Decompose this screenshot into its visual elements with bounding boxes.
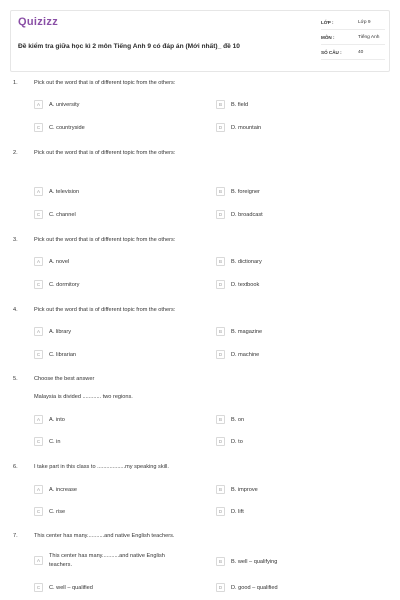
- question-number: 4.: [13, 307, 18, 313]
- question-text: This center has many...........and native English teachers.: [34, 533, 175, 539]
- meta-value: 40: [358, 49, 364, 55]
- option-letter-badge: D: [216, 280, 225, 289]
- option-text: B. on: [231, 416, 245, 423]
- option-a[interactable]: [34, 552, 169, 569]
- question-subtext: Malaysia is divided ............ two regions.: [34, 394, 133, 400]
- question-number: 7.: [13, 533, 18, 539]
- option-text: D. good – qualified: [231, 584, 278, 591]
- option-letter-badge: B: [216, 100, 225, 109]
- option-letter-badge: B: [216, 327, 225, 336]
- option-letter-badge: D: [216, 507, 225, 516]
- option-b[interactable]: [216, 257, 262, 266]
- worksheet-title: Đề kiểm tra giữa học kì 2 môn Tiếng Anh 9 có đáp án (Mới nhất)_ đề 10: [18, 43, 240, 50]
- option-letter-badge: A: [34, 187, 43, 196]
- option-text: D. lift: [231, 508, 244, 515]
- meta-value: Tiếng Anh: [358, 34, 380, 40]
- option-text: A. university: [49, 101, 80, 108]
- option-letter-badge: C: [34, 210, 43, 219]
- option-a[interactable]: [34, 415, 65, 424]
- option-text: A. library: [49, 328, 72, 335]
- option-text: B. dictionary: [231, 258, 262, 265]
- option-c[interactable]: [34, 123, 85, 132]
- option-b[interactable]: [216, 415, 244, 424]
- question-number: 3.: [13, 237, 18, 243]
- option-text: D. mountain: [231, 124, 262, 131]
- option-text: C. rise: [49, 508, 66, 515]
- option-text: B. field: [231, 101, 249, 108]
- option-letter-badge: C: [34, 280, 43, 289]
- option-c[interactable]: [34, 280, 79, 289]
- option-c[interactable]: [34, 437, 61, 446]
- option-d[interactable]: [216, 210, 263, 219]
- option-a[interactable]: [34, 100, 79, 109]
- option-letter-badge: B: [216, 485, 225, 494]
- option-text: D. textbook: [231, 281, 260, 288]
- option-letter-badge: A: [34, 327, 43, 336]
- option-letter-badge: A: [34, 485, 43, 494]
- option-letter-badge: D: [216, 350, 225, 359]
- option-c[interactable]: [34, 507, 65, 516]
- option-b[interactable]: [216, 100, 248, 109]
- option-text: C. channel: [49, 211, 76, 218]
- option-text: A. television: [49, 188, 80, 195]
- meta-value: Lớp 9: [358, 19, 371, 25]
- question-text: Pick out the word that is of different topic from the others:: [34, 150, 176, 156]
- option-text: A. into: [49, 416, 65, 423]
- option-text: B. improve: [231, 486, 258, 493]
- option-text: B. foreigner: [231, 188, 260, 195]
- option-letter-badge: D: [216, 437, 225, 446]
- question-number: 5.: [13, 376, 18, 382]
- option-text: C. in: [49, 438, 61, 445]
- option-b[interactable]: [216, 485, 258, 494]
- question-text: Pick out the word that is of different topic from the others:: [34, 80, 176, 86]
- option-b[interactable]: [216, 327, 262, 336]
- question-text: Pick out the word that is of different topic from the others:: [34, 237, 176, 243]
- option-letter-badge: D: [216, 583, 225, 592]
- question-number: 2.: [13, 150, 18, 156]
- option-text: C. countryside: [49, 124, 85, 131]
- option-d[interactable]: [216, 280, 259, 289]
- option-text: A. increase: [49, 486, 77, 493]
- meta-label: SỐ CÂU :: [321, 49, 342, 55]
- option-c[interactable]: [34, 350, 76, 359]
- option-text: This center has many...........and native English teachers.: [49, 553, 165, 568]
- option-letter-badge: C: [34, 350, 43, 359]
- option-text: C. librarian: [49, 351, 77, 358]
- option-letter-badge: D: [216, 210, 225, 219]
- question-number: 6.: [13, 464, 18, 470]
- option-d[interactable]: [216, 437, 243, 446]
- option-text: B. magazine: [231, 328, 263, 335]
- question-text: Pick out the word that is of different topic from the others:: [34, 307, 176, 313]
- option-letter-badge: B: [216, 187, 225, 196]
- meta-subject-row: [321, 30, 385, 45]
- option-d[interactable]: [216, 123, 261, 132]
- meta-grade-row: [321, 15, 385, 30]
- option-letter-badge: B: [216, 415, 225, 424]
- option-letter-badge: C: [34, 437, 43, 446]
- option-letter-badge: C: [34, 123, 43, 132]
- option-letter-badge: D: [216, 123, 225, 132]
- worksheet-meta: [321, 15, 385, 60]
- option-text: D. to: [231, 438, 243, 445]
- option-text: D. broadcast: [231, 211, 263, 218]
- question-text: Choose the best answer: [34, 376, 95, 382]
- option-b[interactable]: [216, 557, 277, 566]
- option-a[interactable]: [34, 327, 71, 336]
- question-text: I take part in this class to ..................my speaking skill.: [34, 464, 169, 470]
- option-letter-badge: B: [216, 557, 225, 566]
- option-letter-badge: C: [34, 507, 43, 516]
- option-text: A. novel: [49, 258, 70, 265]
- option-text: C. well – qualified: [49, 584, 93, 591]
- option-d[interactable]: [216, 350, 259, 359]
- worksheet-header: [10, 10, 390, 72]
- option-c[interactable]: [34, 210, 76, 219]
- option-a[interactable]: [34, 257, 69, 266]
- option-letter-badge: C: [34, 583, 43, 592]
- option-c[interactable]: [34, 583, 93, 592]
- option-text: B. well – qualifying: [231, 558, 278, 565]
- quizizz-logo: Quizizz: [18, 16, 58, 28]
- option-d[interactable]: [216, 507, 244, 516]
- option-text: D. machine: [231, 351, 260, 358]
- option-letter-badge: A: [34, 556, 43, 565]
- meta-label: LỚP :: [321, 19, 334, 25]
- option-letter-badge: B: [216, 257, 225, 266]
- option-a[interactable]: [34, 485, 77, 494]
- option-letter-badge: A: [34, 257, 43, 266]
- option-d[interactable]: [216, 583, 278, 592]
- option-text: C. dormitory: [49, 281, 80, 288]
- question-number: 1.: [13, 80, 18, 86]
- option-a[interactable]: [34, 187, 79, 196]
- option-b[interactable]: [216, 187, 260, 196]
- meta-label: MÔN :: [321, 34, 335, 40]
- option-letter-badge: A: [34, 415, 43, 424]
- meta-count-row: [321, 45, 385, 60]
- option-letter-badge: A: [34, 100, 43, 109]
